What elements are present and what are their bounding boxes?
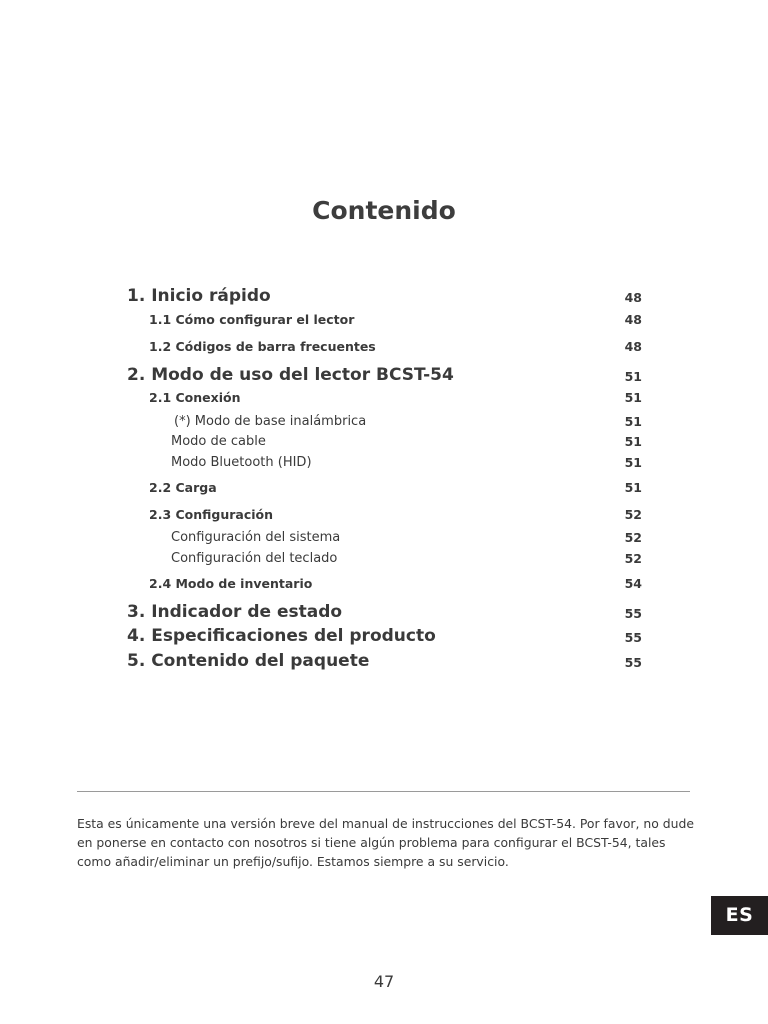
toc-entry-page: 48 xyxy=(624,290,642,305)
toc-entry-config-teclado xyxy=(0,551,768,575)
divider xyxy=(77,791,690,792)
toc-entry-contenido-paquete xyxy=(0,651,768,675)
toc-entry-modo-inventario xyxy=(0,576,768,600)
toc-entry-label: 2.3 Configuración xyxy=(149,507,274,522)
toc-entry-page: 52 xyxy=(624,507,642,522)
toc-entry-carga xyxy=(0,480,768,504)
toc-entry-modo-de-uso xyxy=(0,365,768,389)
toc-entry-page: 51 xyxy=(624,390,642,405)
toc-entry-modo-bluetooth xyxy=(0,455,768,479)
toc-entry-label: Configuración del teclado xyxy=(171,551,338,566)
toc-entry-page: 52 xyxy=(624,551,642,566)
toc-entry-como-configurar xyxy=(0,312,768,336)
page-title: Contenido xyxy=(312,196,456,225)
toc-entry-page: 54 xyxy=(624,576,642,591)
toc-entry-page: 51 xyxy=(624,455,642,470)
toc-entry-page: 55 xyxy=(624,606,642,621)
toc-entry-page: 55 xyxy=(624,655,642,670)
toc-entry-conexion xyxy=(0,390,768,414)
toc-entry-label: 3. Indicador de estado xyxy=(127,602,343,622)
toc-entry-label: (*) Modo de base inalámbrica xyxy=(174,414,367,429)
toc-entry-page: 51 xyxy=(624,369,642,384)
toc-entry-page: 48 xyxy=(624,339,642,354)
toc-entry-label: 4. Especificaciones del producto xyxy=(127,626,436,646)
toc-entry-label: Modo Bluetooth (HID) xyxy=(171,455,312,470)
toc-entry-label: 5. Contenido del paquete xyxy=(127,651,370,671)
page-number: 47 xyxy=(373,972,395,991)
toc-entry-page: 51 xyxy=(624,480,642,495)
toc-entry-label: 1.2 Códigos de barra frecuentes xyxy=(149,339,376,354)
footer-note: Esta es únicamente una versión breve del manual de instrucciones del BCST-54. Por favor, no dude en ponerse en contacto con nosotros si tiene algún problema para configurar el BCST-54, tales como añadir/eliminar un prefijo/sufijo. Estamos siempre a su servicio. xyxy=(77,816,694,869)
toc-entry-label: Modo de cable xyxy=(171,434,266,449)
toc-entry-page: 52 xyxy=(624,530,642,545)
toc-entry-page: 51 xyxy=(624,434,642,449)
language-tab: ES xyxy=(711,896,768,935)
toc-entry-page: 48 xyxy=(624,312,642,327)
toc-entry-page: 55 xyxy=(624,630,642,645)
toc-entry-inicio-rapido xyxy=(0,286,768,310)
toc-entry-label: 1. Inicio rápido xyxy=(127,286,271,306)
toc-entry-especificaciones xyxy=(0,626,768,650)
toc-entry-label: 2.1 Conexión xyxy=(149,390,241,405)
toc-entry-page: 51 xyxy=(624,414,642,429)
toc-entry-label: 2.2 Carga xyxy=(149,480,217,495)
toc-entry-label: Configuración del sistema xyxy=(171,530,341,545)
toc-entry-label: 1.1 Cómo configurar el lector xyxy=(149,312,355,327)
toc-entry-label: 2. Modo de uso del lector BCST-54 xyxy=(127,365,454,385)
toc-entry-configuracion xyxy=(0,507,768,531)
toc-entry-codigos-barra xyxy=(0,339,768,363)
toc-entry-label: 2.4 Modo de inventario xyxy=(149,576,313,591)
toc-entry-indicador-estado xyxy=(0,602,768,626)
